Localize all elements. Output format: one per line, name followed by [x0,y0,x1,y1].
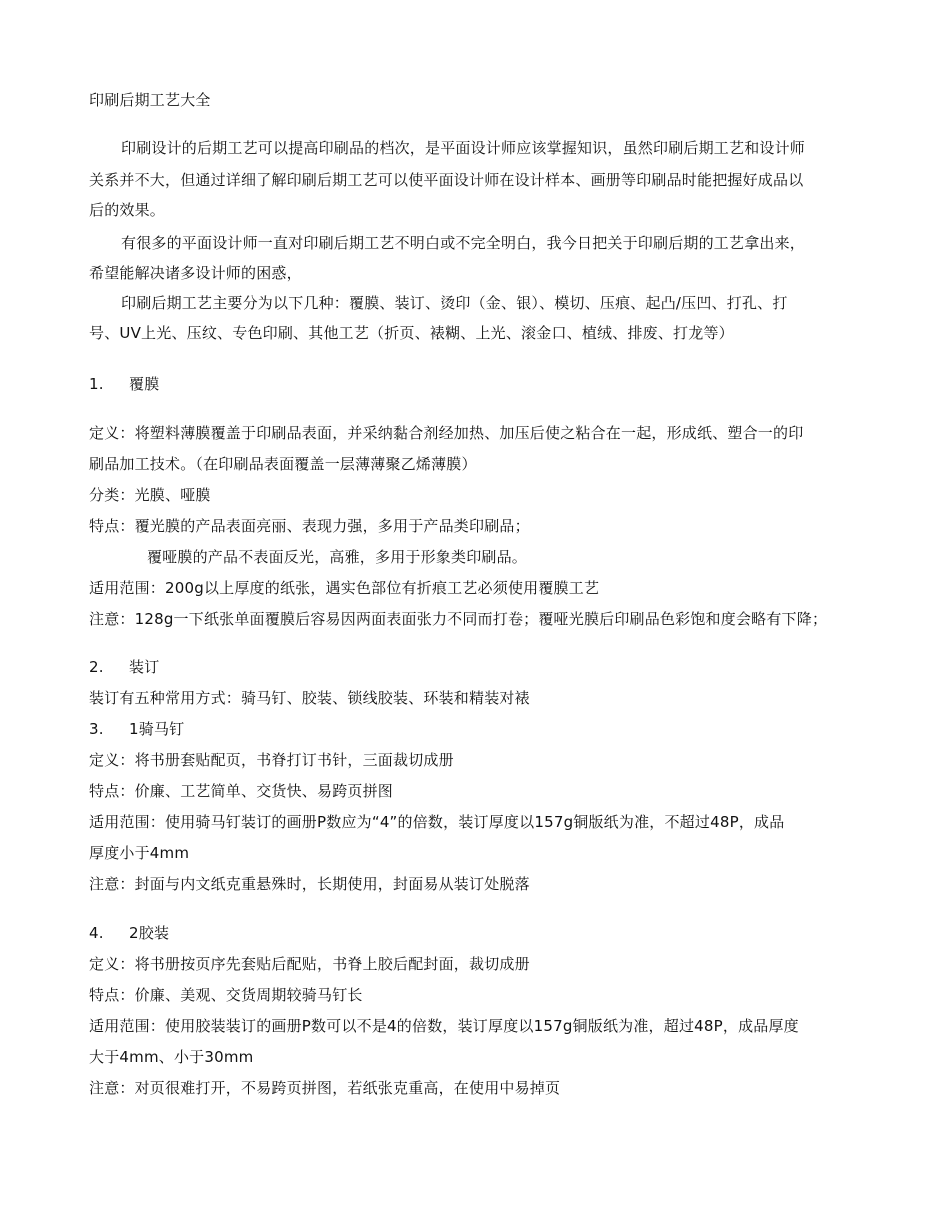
scope-line-1: 适用范围：使用胶装装订的画册P数可以不是4的倍数，装订厚度以157g铜版纸为准，超过48P，成品厚度 [89,1017,799,1035]
section-title: 2胶装 [129,924,170,942]
section-heading-4 [89,923,169,943]
definition-line-1: 定义：将塑料薄膜覆盖于印刷品表面，并采纳黏合剂经加热、加压后使之粘合在一起，形成纸、塑合一的印 [89,424,804,442]
scope-line-2: 厚度小于4mm [89,844,190,862]
section-number: 4. [89,924,104,942]
section-heading-3 [89,719,184,739]
feature-line-1: 特点：覆光膜的产品表面亮丽、表现力强，多用于产品类印刷品； [89,517,530,535]
intro-line-3: 后的效果。 [89,201,166,219]
page-title: 印刷后期工艺大全 [89,91,211,109]
section-heading-1 [89,374,159,394]
section-number: 2. [89,658,104,676]
intro-line-4: 有很多的平面设计师一直对印刷后期工艺不明白或不完全明白，我今日把关于印刷后期的工艺拿出来， [121,234,806,252]
scope-line-1: 适用范围：使用骑马钉装订的画册P数应为“4”的倍数，装订厚度以157g铜版纸为准，不超过48P，成品 [89,813,785,831]
intro-line-7: 号、UV上光、压纹、专色印刷、其他工艺（折页、裱糊、上光、滚金口、植绒、排废、打龙等） [89,324,734,342]
scope-line-2: 大于4mm、小于30mm [89,1048,254,1066]
section-number: 3. [89,720,104,738]
note-line: 注意：对页很难打开，不易跨页拼图，若纸张克重高，在使用中易掉页 [89,1079,561,1097]
section-heading-2 [89,657,159,677]
intro-line-2: 关系并不大，但通过详细了解印刷后期工艺可以使平面设计师在设计样本、画册等印刷品时能把握好成品以 [89,171,804,189]
category-line: 分类：光膜、哑膜 [89,486,211,504]
note-line: 注意：封面与内文纸克重悬殊时，长期使用，封面易从装订处脱落 [89,875,530,893]
section-title: 覆膜 [129,375,160,393]
feature-line: 特点：价廉、美观、交货周期较骑马钉长 [89,986,363,1004]
section-title: 装订 [129,658,160,676]
intro-line-1: 印刷设计的后期工艺可以提高印刷品的档次，是平面设计师应该掌握知识，虽然印刷后期工艺和设计师 [121,139,806,157]
intro-line-5: 希望能解决诸多设计师的困惑， [89,264,302,282]
definition-line: 定义：将书册套贴配页，书脊打订书针，三面裁切成册 [89,751,454,769]
section-title: 1骑马钉 [129,720,185,738]
binding-desc-line: 装订有五种常用方式：骑马钉、胶装、锁线胶装、环装和精装对裱 [89,689,530,707]
scope-line: 适用范围：200g以上厚度的纸张，遇实色部位有折痕工艺必须使用覆膜工艺 [89,579,600,597]
section-number: 1. [89,375,104,393]
feature-line-2: 覆哑膜的产品不表面反光，高雅，多用于形象类印刷品。 [147,548,528,566]
feature-line: 特点：价廉、工艺简单、交货快、易跨页拼图 [89,782,394,800]
definition-line-2: 刷品加工技术。（在印刷品表面覆盖一层薄薄聚乙烯薄膜） [89,455,477,473]
definition-line: 定义：将书册按页序先套贴后配贴，书脊上胶后配封面，裁切成册 [89,955,530,973]
note-line: 注意：128g一下纸张单面覆膜后容易因两面表面张力不同而打卷；覆哑光膜后印刷品色彩饱和度会略有下降； [89,610,828,628]
intro-line-6: 印刷后期工艺主要分为以下几种：覆膜、装订、烫印（金、银）、模切、压痕、起凸/压凹、打孔、打 [121,294,788,312]
